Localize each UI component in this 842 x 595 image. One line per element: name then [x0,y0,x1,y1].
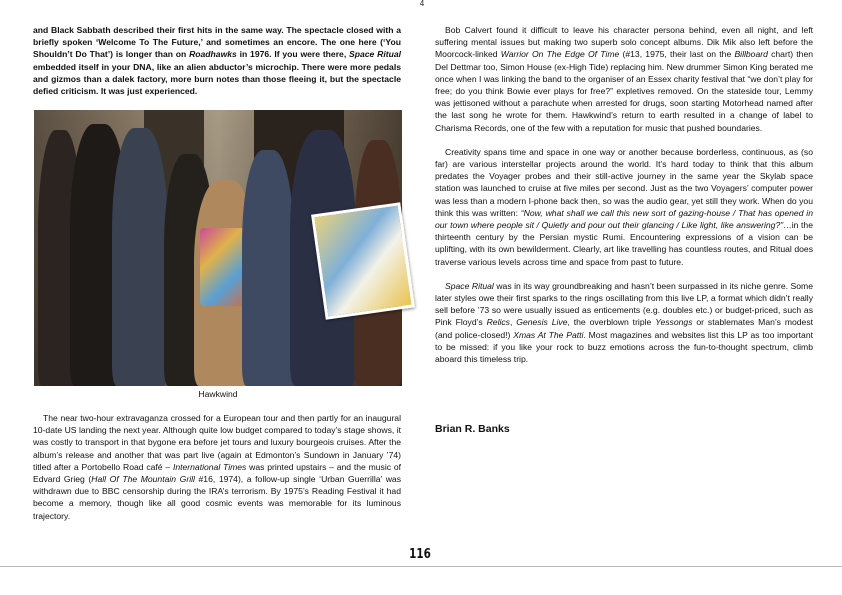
left-column-top [33,24,401,97]
right-column [435,24,813,365]
left-paragraph-1: and Black Sabbath described their first hits in the same way. The spectacle closed with a briefly spoken ‘Welcome To The Future,’ and sometimes an encore. The one here (‘You Shouldn’t Do That’) is longer than on Roadhawks in 1976. If you were there, Space Ritual embedded itself in your DNA, like an alien abductor’s microchip. There were more pedals and gizmos than a dalek factory, more burn notes than those fleeing it, but the spectacle defied criticism. It was just experienced. [33,25,401,97]
left-column-bottom [33,412,401,522]
right-paragraph-1: Bob Calvert found it difficult to leave his character persona behind, even all night, and left suffering mental issues but making two superb solo concept albums. Dik Mik also left before the Moorcock-linked Warrior On The Edge Of Time (#13, 1975, their last on the Billboard chart) then Del Dettmar too, Simon House (ex-High Tide) replacing him. New drummer Simon King berated me once when I was linking the band to the organiser of an Essex charity festival that “we don’t play for free; do you think Bowie ever plays for free?” expletives removed. On the stateside tour, Lemmy was jettisoned without a parachute when arrested for drugs, soon starting Motorhead named after the last song he wrote for them. Hawkwind’s return to earth resulted in a change of label to Charisma Records, one of the few with a reputation for music that pushed boundaries. [435,25,814,133]
author-byline: Brian R. Banks [435,423,510,435]
bottom-rule [0,566,842,567]
left-paragraph-2: The near two-hour extravaganza crossed for a European tour and then partly for an inaugural 10-date US landing the next year. Although quite low budget compared to today’s stage shows, it was costly to transport in that bygone era before jet tours and luxury bourgeois cruises. After the album’s release and another that was part live (again at Edmonton’s Sundown in January ’74) titled after a Portobello Road café – International Times was printed upstairs – and the music of Edvard Grieg (Hall Of The Mountain Grill #16, 1974), a follow-up single ‘Urban Guerrilla’ was withdrawn due to BBC censorship during the IRA’s terrorism. By 1975’s Reading Festival it had become a memory, though like all good cosmic events was memorable for its luminous trajectory. [33,413,402,521]
photo-caption: Hawkwind [198,389,238,399]
page-number: 116 [409,547,431,562]
right-paragraph-2: Creativity spans time and space in one way or another because borderless, continuous, as (so far) are various interstellar projects around the world. It’s hard today to think that this album predates the Voyager probes and their still-active journey in the same year the Skylab space station was launched to cruise at five miles per second. Just as the two Voyagers’ computer power was less than a modern I-phone back then, so was the audio gear, yet still they work. When do you think this was written: “Now, what shall we call this new sort of gazing-house / That has opened in our town where people sit / Quietly and pour out their glancing / Like light, like answering?”…in the thirteenth century by the Persian mystic Rumi. Encountering expressions of a vision can be uplifting, with its own bewilderment. Clearly, art like travelling has countless routes, and Ritual does traverse various levels across time and space from past to future. [435,146,813,267]
right-paragraph-3: Space Ritual was in its way groundbreaking and hasn’t been surpassed in its niche genre. Some later styles owe their first sparks to the rings oscillating from this live LP, a format which didn’t really sell before ’73 so were usually issued as enticements (e.g. doubles etc.) or budget-priced, such as Pink Floyd’s Relics, Genesis Live, the overblown triple Yessongs or stablemates Man’s modest (and police-closed!) Xmas At The Patti. Most magazines and websites list this LP as too important to be missed: if you like your rock to buzz emotions across the fun-to-thought spectrum, climb aboard this timeless trip. [435,280,814,365]
album-cover-inset [311,202,415,319]
top-page-number: 4 [419,0,425,8]
